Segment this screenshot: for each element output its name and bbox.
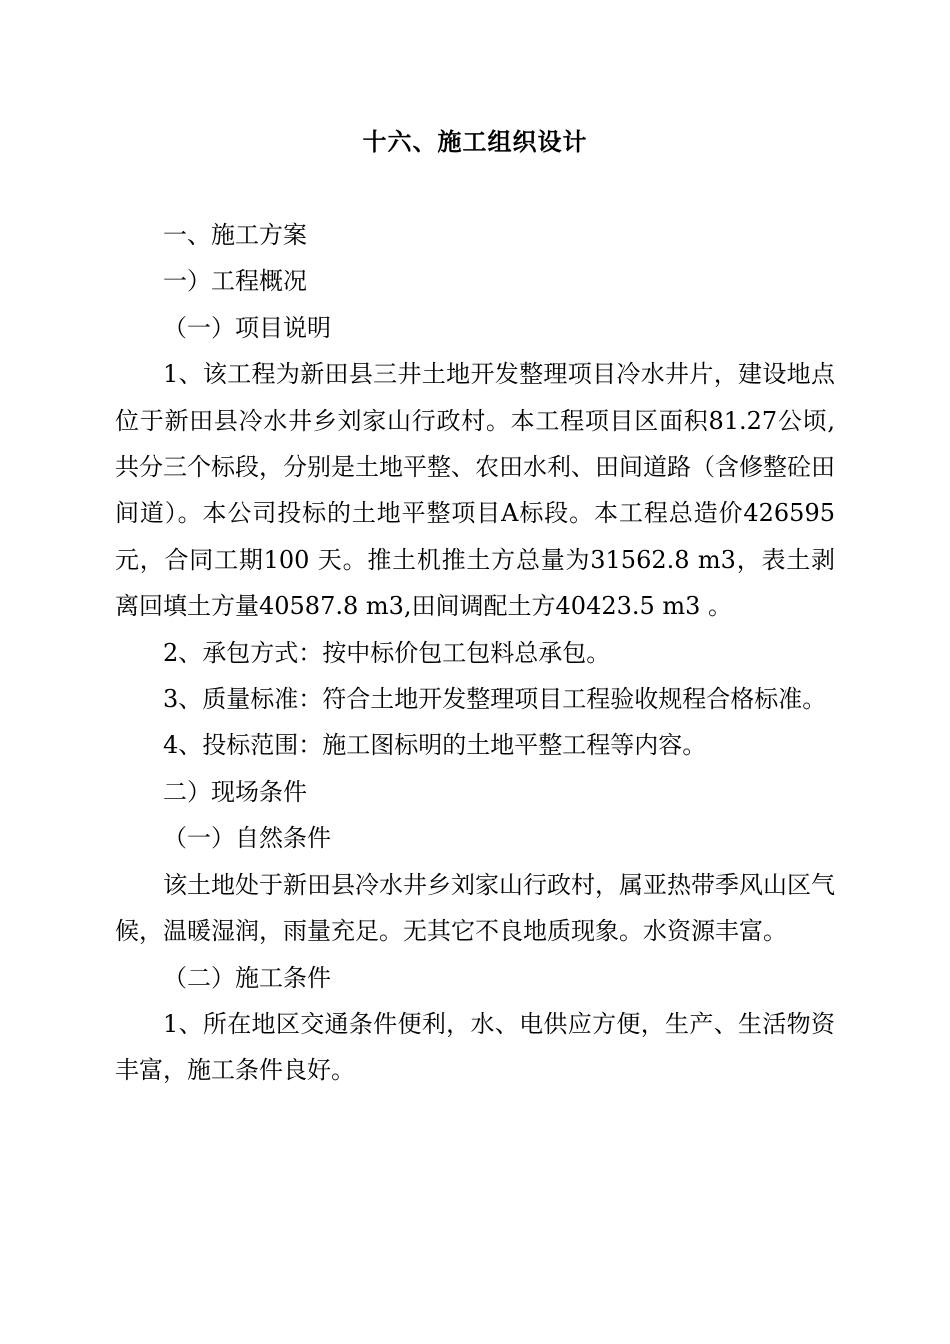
subsection-heading-site-conditions: 二）现场条件 [163, 777, 307, 806]
subsection-heading-project-description: （一）项目说明 [163, 313, 331, 342]
subsection-heading-natural-conditions: （一）自然条件 [163, 824, 331, 853]
paragraph-bid-scope: 4、投标范围：施工图标明的土地平整工程等内容。 [163, 731, 707, 760]
paragraph-project-details: 1、该工程为新田县三井土地开发整理项目冷水井片，建设地点位于新田县冷水井乡刘家山行政村。本工程项目区面积81.27公顷,共分三个标段，分别是土地平整、农田水利、田间道路（含修整砼田间道）。本公司投标的土地平整项目A标段。本工程总造价426595元，合同工期100 天。推土机推土方总量为31562.8 m3，表土剥离回填土方量40587.8 m3,田间调配土方40423.5 m3 。 [115, 360, 835, 621]
paragraph-natural-conditions: 该土地处于新田县冷水井乡刘家山行政村，属亚热带季风山区气候，温暖湿润，雨量充足。无其它不良地质现象。水资源丰富。 [115, 870, 835, 946]
paragraph-contract-method: 2、承包方式：按中标价包工包料总承包。 [163, 638, 611, 667]
paragraph-construction-conditions: 1、所在地区交通条件便利，水、电供应方便，生产、生活物资丰富，施工条件良好。 [115, 1009, 835, 1085]
paragraph-quality-standard: 3、质量标准：符合土地开发整理项目工程验收规程合格标准。 [163, 685, 827, 714]
document-title: 十六、施工组织设计 [362, 128, 588, 156]
document-body [115, 212, 835, 1094]
subsection-heading-construction-conditions: （二）施工条件 [163, 963, 331, 992]
section-heading-construction-plan: 一、施工方案 [163, 221, 307, 249]
subsection-heading-project-overview: 一）工程概况 [163, 267, 307, 296]
